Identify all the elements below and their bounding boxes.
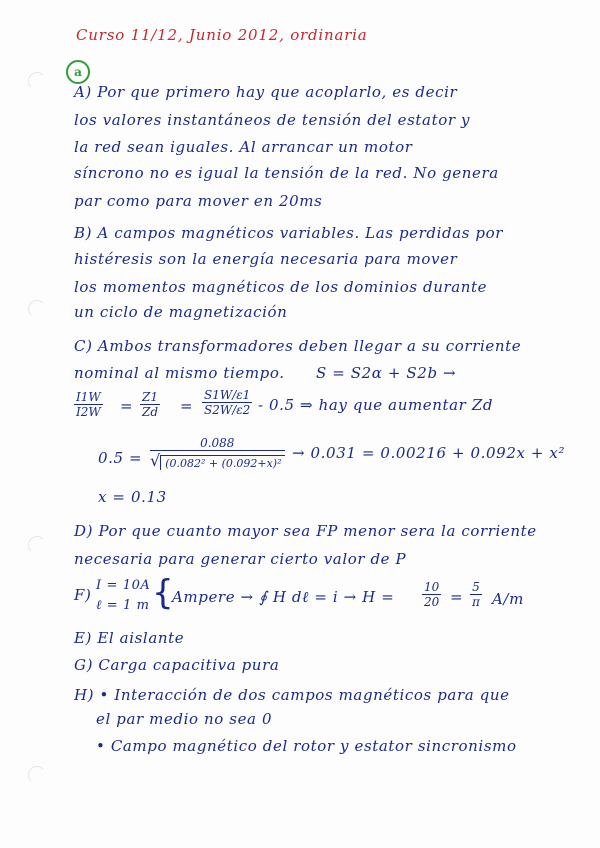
ampere-law: Ampere → ∮ H dℓ = i → H = <box>172 588 395 606</box>
fraction-denominator: 20 <box>424 595 440 609</box>
equals-sign: = <box>120 397 134 415</box>
fraction-numerator: 0.088 <box>150 436 285 451</box>
power-ratio-fraction <box>202 388 252 417</box>
answer-g-line: G) Carga capacitiva pura <box>74 656 280 674</box>
fraction-denominator: π <box>472 595 480 609</box>
answer-f-label: F) <box>74 586 92 604</box>
equals-sign: = <box>450 588 464 606</box>
punch-hole <box>28 72 46 90</box>
sqrt-icon: √ <box>150 451 161 470</box>
fraction-denominator: I2W <box>76 405 101 419</box>
answer-b-line-3: los momentos magnéticos de los dominios durante <box>74 278 488 296</box>
answer-a-line-3: la red sean iguales. Al arrancar un motor <box>74 138 413 156</box>
equals-sign: = <box>180 397 194 415</box>
impedance-ratio-fraction <box>140 390 160 419</box>
page-header: Curso 11/12, Junio 2012, ordinaria <box>76 26 368 44</box>
answer-c-line-2: nominal al mismo tiempo. <box>74 364 285 382</box>
punch-hole <box>28 300 46 318</box>
fraction-numerator: S1W/ε1 <box>204 388 251 402</box>
fraction-numerator: 10 <box>424 580 440 594</box>
punch-hole <box>28 536 46 554</box>
answer-h-line-1: H) • Interacción de dos campos magnéticos para que <box>74 686 510 704</box>
circled-a-badge: a <box>66 60 90 84</box>
current-ratio-fraction <box>74 390 103 419</box>
equation-2-lhs: 0.5 = <box>98 449 143 467</box>
punch-hole <box>28 766 46 784</box>
fraction-numerator: Z1 <box>140 390 160 405</box>
fraction-denominator: S2W/ε2 <box>204 403 251 417</box>
impedance-magnitude-fraction <box>150 436 285 470</box>
answer-h-line-2: el par medio no sea 0 <box>96 710 273 728</box>
equation-2-rhs: → 0.031 = 0.00216 + 0.092x + x² <box>292 444 566 462</box>
given-current: I = 10A <box>96 578 151 593</box>
field-fraction-1 <box>422 580 441 609</box>
answer-a-line-2: los valores instantáneos de tensión del estator y <box>74 111 471 129</box>
apparent-power-sum: S = S2α + S2b → <box>316 364 457 382</box>
fraction-denominator: (0.082² + (0.092+x)² <box>160 455 284 470</box>
answer-a-line-1: A) Por que primero hay que acoplarlo, es decir <box>74 83 458 101</box>
fraction-numerator: I1W <box>76 390 101 404</box>
answer-a-line-4: síncrono no es igual la tensión de la red. No genera <box>74 164 499 182</box>
equation-1-rhs: - 0.5 ⇒ hay que aumentar Zd <box>258 396 494 414</box>
given-length: ℓ = 1 m <box>96 598 150 613</box>
equation-3: x = 0.13 <box>98 488 167 506</box>
answer-d-line-2: necesaria para generar cierto valor de P <box>74 550 407 568</box>
answer-b-line-2: histéresis son la energía necesaria para mover <box>74 250 458 268</box>
field-unit: A/m <box>492 590 524 608</box>
field-fraction-2 <box>470 580 482 609</box>
answer-h-line-3: • Campo magnético del rotor y estator sincronismo <box>96 737 517 755</box>
curly-brace-icon: { <box>152 573 174 613</box>
answer-b-line-1: B) A campos magnéticos variables. Las perdidas por <box>74 224 504 242</box>
fraction-denominator: Zd <box>142 405 159 419</box>
answer-c-line-1: C) Ambos transformadores deben llegar a su corriente <box>74 337 522 355</box>
answer-e-line: E) El aislante <box>74 629 185 647</box>
answer-b-line-4: un ciclo de magnetización <box>74 303 288 321</box>
answer-a-line-5: par como para mover en 20ms <box>74 192 323 210</box>
fraction-numerator: 5 <box>470 580 482 595</box>
answer-d-line-1: D) Por que cuanto mayor sea FP menor sera la corriente <box>74 522 537 540</box>
